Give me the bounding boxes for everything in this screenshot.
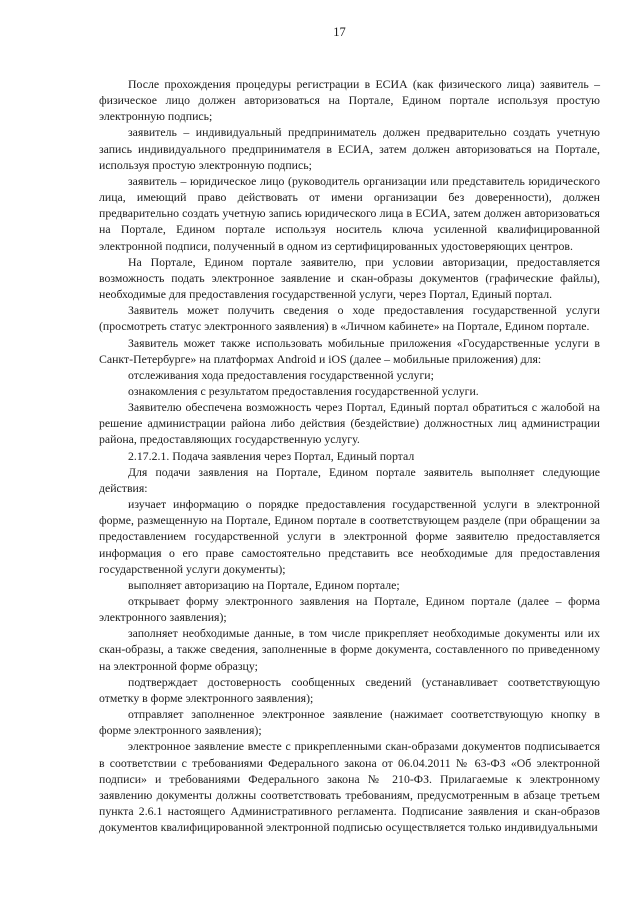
body-text — [99, 76, 600, 835]
paragraph: заявитель – индивидуальный предприниматель должен предварительно создать учетную запись индивидуального предпринимателя в ЕСИА, затем должен авторизоваться на Портале, используя простую электронную подпись; — [99, 125, 600, 172]
paragraph: Заявитель может получить сведения о ходе предоставления государственной услуги (просмотреть статус электронного заявления) в «Личном кабинете» на Портале, Едином портале. — [99, 303, 600, 334]
paragraph: ознакомления с результатом предоставления государственной услуги. — [128, 383, 479, 398]
paragraph: отслеживания хода предоставления государственной услуги; — [128, 367, 434, 382]
paragraph: Заявителю обеспечена возможность через Портал, Единый портал обратиться с жалобой на решение администрации района либо действия (бездействие) должностных лиц администрации района, предоставляющих государственную услугу. — [99, 400, 600, 447]
section-heading: 2.17.2.1. Подача заявления через Портал, Единый портал — [128, 448, 415, 463]
paragraph: Для подачи заявления на Портале, Едином портале заявитель выполняет следующие действия: — [99, 464, 600, 495]
paragraph: электронное заявление вместе с прикрепленными скан-образами документов подписывается в соответствии с требованиями Федерального закона от 06.04.2011 № 63-ФЗ «Об электронной подписи» и требованиями Федерального закона № 210-ФЗ. Прилагаемые к электронному заявлению документы должны соответствовать требованиям, предусмотренным в абзаце третьем пункта 2.6.1 настоящего Административного регламента. Подписание заявления и скан-образов документов квалифицированной электронной подписью осуществляется только индивидуальными — [99, 739, 600, 835]
paragraph: открывает форму электронного заявления на Портале, Едином портале (далее – форма электронного заявления); — [99, 594, 600, 625]
paragraph: Заявитель может также использовать мобильные приложения «Государственные услуги в Санкт-Петербурге» на платформах Android и iOS (далее – мобильные приложения) для: — [99, 335, 600, 366]
paragraph: подтверждает достоверность сообщенных сведений (устанавливает соответствующую отметку в форме электронного заявления); — [99, 674, 600, 705]
paragraph: На Портале, Едином портале заявителю, при условии авторизации, предоставляется возможность подать электронное заявление и скан-образы документов (графические файлы), необходимые для предоставления государственной услуги, через Портал, Единый портал. — [99, 254, 600, 302]
paragraph: заявитель – юридическое лицо (руководитель организации или представитель юридического лица, имеющий право действовать от имени организации без доверенности), должен предварительно создать учетную запись юридического лица в ЕСИА, затем должен авторизоваться на Портале, Едином портале используя носитель ключа усиленной квалифицированной электронной подписи, полученный в одном из сертифицированных удостоверяющих центров. — [99, 173, 600, 253]
paragraph: отправляет заполненное электронное заявление (нажимает соответствующую кнопку в форме электронного заявления); — [99, 707, 600, 738]
paragraph: выполняет авторизацию на Портале, Едином портале; — [128, 577, 400, 592]
paragraph: После прохождения процедуры регистрации в ЕСИА (как физического лица) заявитель – физическое лицо должен авторизоваться на Портале, Едином портале используя простую электронную подпись; — [99, 77, 600, 124]
page-number: 17 — [333, 25, 346, 39]
paragraph: заполняет необходимые данные, в том числе прикрепляет необходимые документы или их скан-образы, а также сведения, заполненные в форме документа, составленного по приведенному на электронной форме образцу; — [99, 626, 600, 673]
paragraph: изучает информацию о порядке предоставления государственной услуги в электронной форме, размещенную на Портале, Едином портале в соответствующем разделе (при обращении за предоставлением государственной услуги в электронной форме заявителю предоставляется информация о его праве самостоятельно представить все необходимые для предоставления государственной услуги документы); — [99, 497, 600, 576]
